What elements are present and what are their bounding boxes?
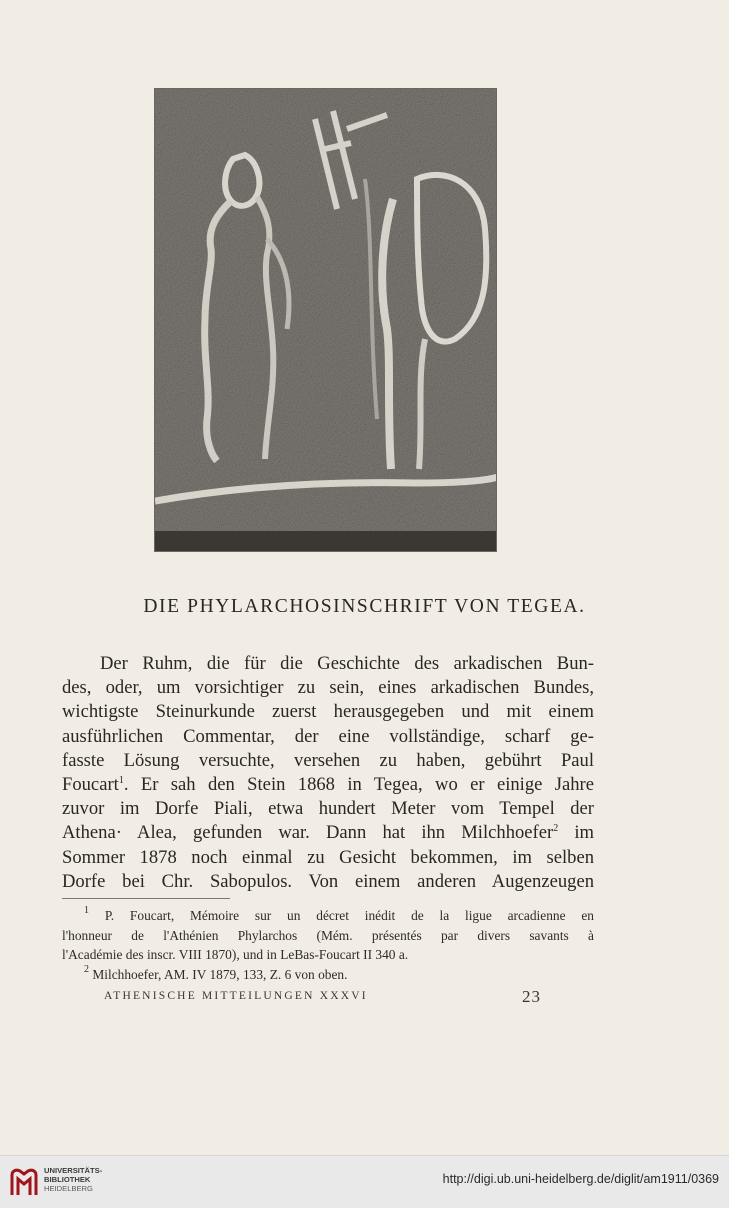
library-name: UNIVERSITÄTS- BIBLIOTHEK HEIDELBERG: [44, 1166, 103, 1193]
text-line: Athena· Alea, gefunden war. Dann hat ihn Milchhoefer$^2$ im: [62, 822, 594, 844]
footnote-ref-1[interactable]: 1: [118, 774, 124, 786]
footnote-1-line: l'Académie des inscr. VIII 1870), und in LeBas-Foucart II 340 a.: [62, 947, 409, 962]
footnote-1-line: l'honneur de l'Athénien Phylarchos (Mém. présentés par divers savants à: [62, 927, 594, 943]
page-number: 23: [522, 987, 541, 1006]
text-line: Der Ruhm, die für die Geschichte des arkadischen Bun-: [100, 653, 594, 674]
relief-drawing: [155, 89, 497, 552]
article-heading: DIE PHYLARCHOSINSCHRIFT VON TEGEA.: [143, 596, 586, 617]
text-line: fasste Lösung versuchte, versehen zu haben, gebührt Paul: [62, 749, 594, 771]
relief-photograph: [154, 88, 497, 552]
footnote-2-line: $^2$ Milchhoefer, AM. IV 1879, 133, Z. 6 von oben.: [84, 963, 348, 982]
text-line: Foucart$^1$. Er sah den Stein 1868 in Tegea, wo er einige Jahre: [62, 773, 594, 795]
text-line: Dorfe bei Chr. Sabopulos. Von einem anderen Augenzeugen: [62, 870, 594, 892]
footnote-ref-2[interactable]: 2: [553, 823, 559, 835]
university-library-logo-icon[interactable]: [8, 1165, 40, 1199]
running-footer: ATHENISCHE MITTEILUNGEN XXXVI: [104, 990, 368, 1002]
article-paragraph: [62, 652, 594, 894]
footnote-divider: [62, 898, 230, 899]
text-line: des, oder, um vorsichtiger zu sein, eines arkadischen Bundes,: [62, 677, 594, 699]
text-line: Sommer 1878 noch einmal zu Gesicht bekommen, im selben: [62, 846, 594, 868]
library-bar: [0, 1155, 729, 1208]
text-line: wichtigste Steinurkunde zuerst herausgegeben und mit einem: [62, 701, 594, 723]
permalink-url[interactable]: http://digi.ub.uni-heidelberg.de/diglit/am1911/0369: [442, 1172, 719, 1186]
text-line: zuvor im Dorfe Piali, etwa hundert Meter vom Tempel der: [62, 798, 594, 820]
text-line: ausführlichen Commentar, der eine vollständige, scharf ge-: [62, 725, 594, 747]
footnotes: [62, 906, 594, 984]
footnote-1-line: $^1$ P. Foucart, Mémoire sur un décret inédit de la ligue arcadienne en: [84, 905, 594, 923]
